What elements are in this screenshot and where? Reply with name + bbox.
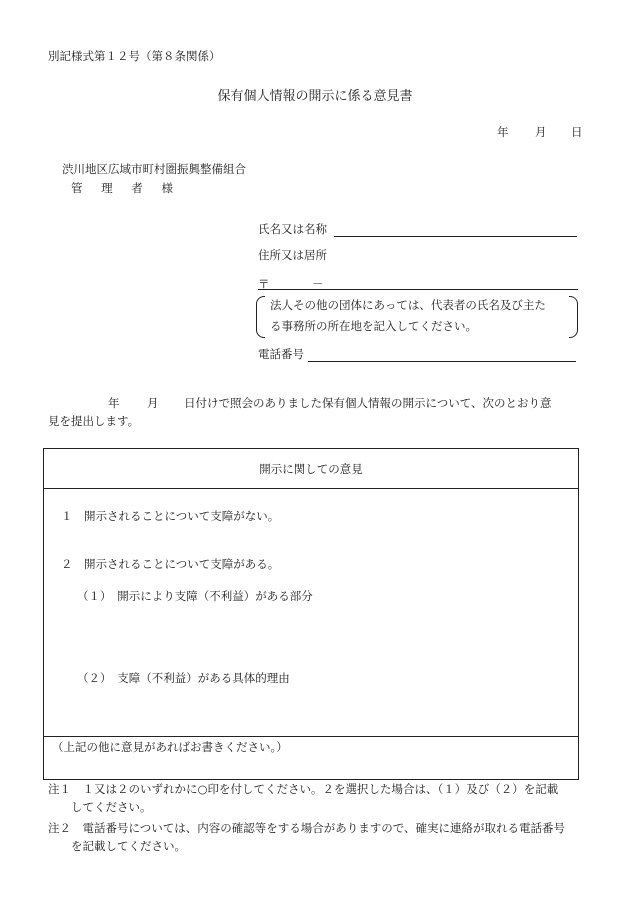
intro-month-label: 月 [147,396,159,410]
name-field-line[interactable] [334,236,577,237]
phone-field-line[interactable] [308,361,576,362]
postal-dash: － [312,277,324,291]
opinion-table-header: 開示に関しての意見 [259,462,363,476]
corporation-note-line-1: 法人その他の団体にあっては、代表者の氏名及び主た [270,298,546,312]
form-number: 別記様式第１２号（第８条関係） [48,49,221,63]
opinion-table [43,448,579,780]
note-2-line-1: 注２ 電話番号については、内容の確認等をする場合がありますので、確実に連絡が取れる電話番号 [48,821,566,835]
option-no-hindrance[interactable]: １ 開示されることについて支障がない。 [61,509,280,523]
table-divider [44,488,578,489]
corporation-note-right-bracket [569,296,578,338]
note-1-line-1: 注１ １又は２のいずれかに○印を付してください。２を選択した場合は、（１）及び（２）を記載 [48,782,559,796]
recipient-organization: 渋川地区広域市町村圏振興整備組合 [62,162,246,176]
address-label: 住所又は居所 [258,248,327,262]
hindrance-reason-label: （２） 支障（不利益）がある具体的理由 [77,671,290,685]
note-1-line-2: してください。 [71,800,152,814]
corporation-note-left-bracket [256,296,265,338]
intro-text-line-1: 日付けで照会のありました保有個人情報の開示について、次のとおり意 [184,396,552,410]
date-day-label: 日 [571,125,583,139]
hindrance-part-label: （１） 開示により支障（不利益）がある部分 [77,589,313,603]
intro-year-label: 年 [108,396,120,410]
date-month-label: 月 [535,125,547,139]
corporation-note-line-2: る事務所の所在地を記入してください。 [270,319,477,333]
note-2-line-2: を記載してください。 [71,839,186,853]
other-opinion-label: （上記の他に意見があればお書きください。） [52,740,288,754]
postal-mark: 〒 [258,277,270,291]
recipient-title: 管 理 者 様 [71,181,181,195]
date-year-label: 年 [497,125,509,139]
name-label: 氏名又は名称 [258,222,327,236]
document-title: 保有個人情報の開示に係る意見書 [217,89,413,104]
intro-text-line-2: 見を提出します。 [48,414,140,428]
phone-label: 電話番号 [258,347,304,361]
table-divider [44,736,578,737]
option-hindrance[interactable]: ２ 開示されることについて支障がある。 [61,557,280,571]
address-field-line[interactable] [258,289,578,290]
